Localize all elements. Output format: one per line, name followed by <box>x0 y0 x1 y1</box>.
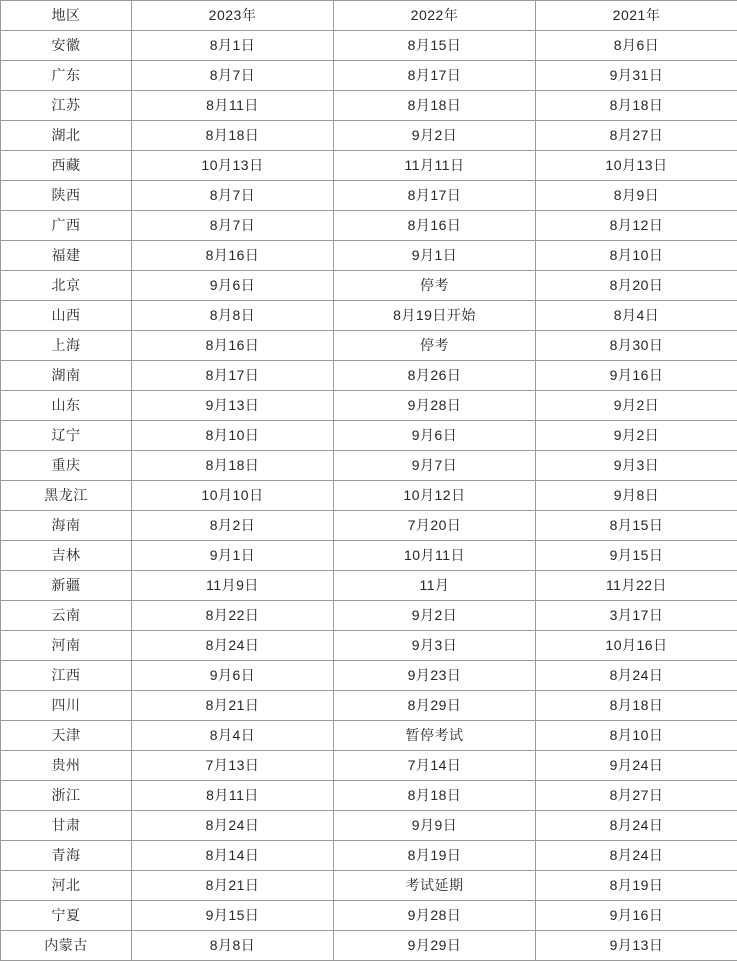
cell-2022: 8月26日 <box>334 361 536 391</box>
cell-2022: 8月18日 <box>334 781 536 811</box>
cell-region: 广西 <box>1 211 132 241</box>
cell-region: 湖南 <box>1 361 132 391</box>
table-row <box>1 901 737 931</box>
cell-2022: 暂停考试 <box>334 721 536 751</box>
cell-region: 湖北 <box>1 121 132 151</box>
cell-2021: 9月16日 <box>536 901 737 931</box>
table-row <box>1 331 737 361</box>
cell-region: 浙江 <box>1 781 132 811</box>
cell-2022: 8月17日 <box>334 61 536 91</box>
cell-2023: 8月10日 <box>132 421 334 451</box>
cell-2021: 8月24日 <box>536 841 737 871</box>
cell-2021: 8月15日 <box>536 511 737 541</box>
cell-2022: 8月19日 <box>334 841 536 871</box>
cell-2021: 9月2日 <box>536 391 737 421</box>
cell-2023: 11月9日 <box>132 571 334 601</box>
cell-2023: 8月8日 <box>132 931 334 961</box>
cell-2021: 8月24日 <box>536 661 737 691</box>
cell-2021: 9月16日 <box>536 361 737 391</box>
cell-2023: 8月14日 <box>132 841 334 871</box>
table-row <box>1 361 737 391</box>
cell-2021: 8月27日 <box>536 121 737 151</box>
cell-2021: 8月10日 <box>536 241 737 271</box>
cell-2023: 8月24日 <box>132 811 334 841</box>
cell-region: 北京 <box>1 271 132 301</box>
cell-2021: 9月3日 <box>536 451 737 481</box>
cell-2022: 9月23日 <box>334 661 536 691</box>
cell-2023: 8月4日 <box>132 721 334 751</box>
cell-region: 甘肃 <box>1 811 132 841</box>
cell-2022: 7月20日 <box>334 511 536 541</box>
cell-2022: 考试延期 <box>334 871 536 901</box>
cell-region: 重庆 <box>1 451 132 481</box>
cell-2021: 8月24日 <box>536 811 737 841</box>
cell-2022: 11月11日 <box>334 151 536 181</box>
cell-2021: 8月10日 <box>536 721 737 751</box>
cell-region: 陕西 <box>1 181 132 211</box>
cell-2022: 9月2日 <box>334 601 536 631</box>
cell-region: 山西 <box>1 301 132 331</box>
table-row <box>1 541 737 571</box>
cell-2021: 9月13日 <box>536 931 737 961</box>
cell-2023: 9月1日 <box>132 541 334 571</box>
cell-2023: 9月13日 <box>132 391 334 421</box>
cell-2022: 8月17日 <box>334 181 536 211</box>
cell-2023: 10月13日 <box>132 151 334 181</box>
cell-2021: 9月31日 <box>536 61 737 91</box>
table-row <box>1 301 737 331</box>
cell-2022: 9月28日 <box>334 391 536 421</box>
cell-2022: 7月14日 <box>334 751 536 781</box>
cell-2022: 8月19日开始 <box>334 301 536 331</box>
cell-region: 河北 <box>1 871 132 901</box>
cell-2023: 8月7日 <box>132 181 334 211</box>
cell-2022: 停考 <box>334 271 536 301</box>
cell-2022: 9月1日 <box>334 241 536 271</box>
cell-2022: 9月29日 <box>334 931 536 961</box>
cell-2023: 8月16日 <box>132 241 334 271</box>
cell-region: 山东 <box>1 391 132 421</box>
table-row <box>1 811 737 841</box>
cell-2022: 9月28日 <box>334 901 536 931</box>
cell-2023: 8月21日 <box>132 691 334 721</box>
cell-2021: 8月9日 <box>536 181 737 211</box>
cell-2022: 8月15日 <box>334 31 536 61</box>
cell-2021: 8月19日 <box>536 871 737 901</box>
column-header-2022: 2022年 <box>334 1 536 31</box>
cell-2021: 11月22日 <box>536 571 737 601</box>
table-row <box>1 721 737 751</box>
cell-region: 江西 <box>1 661 132 691</box>
cell-region: 新疆 <box>1 571 132 601</box>
cell-2021: 8月30日 <box>536 331 737 361</box>
cell-2023: 8月7日 <box>132 61 334 91</box>
table-row <box>1 691 737 721</box>
cell-2022: 8月29日 <box>334 691 536 721</box>
table-row <box>1 211 737 241</box>
table-row <box>1 931 737 961</box>
table-row <box>1 871 737 901</box>
table-row <box>1 451 737 481</box>
cell-2023: 9月6日 <box>132 271 334 301</box>
cell-2021: 8月18日 <box>536 91 737 121</box>
cell-2023: 9月6日 <box>132 661 334 691</box>
table-row <box>1 61 737 91</box>
cell-2021: 3月17日 <box>536 601 737 631</box>
cell-region: 吉林 <box>1 541 132 571</box>
table-row <box>1 421 737 451</box>
table-row <box>1 391 737 421</box>
cell-region: 四川 <box>1 691 132 721</box>
table-row <box>1 511 737 541</box>
table-row <box>1 661 737 691</box>
cell-2021: 8月4日 <box>536 301 737 331</box>
cell-2022: 停考 <box>334 331 536 361</box>
cell-region: 黑龙江 <box>1 481 132 511</box>
column-header-2023: 2023年 <box>132 1 334 31</box>
table-row <box>1 571 737 601</box>
column-header-region: 地区 <box>1 1 132 31</box>
cell-2022: 9月3日 <box>334 631 536 661</box>
cell-region: 河南 <box>1 631 132 661</box>
table-row <box>1 151 737 181</box>
cell-region: 贵州 <box>1 751 132 781</box>
cell-2021: 8月27日 <box>536 781 737 811</box>
table-row <box>1 631 737 661</box>
table-row <box>1 751 737 781</box>
cell-2023: 8月18日 <box>132 121 334 151</box>
cell-2022: 9月6日 <box>334 421 536 451</box>
table-row <box>1 241 737 271</box>
cell-region: 辽宁 <box>1 421 132 451</box>
cell-2021: 8月18日 <box>536 691 737 721</box>
cell-2022: 10月12日 <box>334 481 536 511</box>
cell-2023: 8月21日 <box>132 871 334 901</box>
cell-2021: 9月15日 <box>536 541 737 571</box>
cell-region: 上海 <box>1 331 132 361</box>
cell-region: 西藏 <box>1 151 132 181</box>
table-row <box>1 181 737 211</box>
cell-2022: 11月 <box>334 571 536 601</box>
cell-2021: 8月12日 <box>536 211 737 241</box>
table-row <box>1 481 737 511</box>
table-row <box>1 601 737 631</box>
cell-2021: 9月8日 <box>536 481 737 511</box>
cell-2021: 8月6日 <box>536 31 737 61</box>
cell-region: 安徽 <box>1 31 132 61</box>
table-header-row <box>1 1 737 31</box>
cell-region: 天津 <box>1 721 132 751</box>
cell-2023: 10月10日 <box>132 481 334 511</box>
cell-region: 云南 <box>1 601 132 631</box>
table-body <box>1 1 737 961</box>
cell-region: 宁夏 <box>1 901 132 931</box>
cell-2021: 9月2日 <box>536 421 737 451</box>
cell-2023: 7月13日 <box>132 751 334 781</box>
table-row <box>1 121 737 151</box>
cell-2022: 10月11日 <box>334 541 536 571</box>
cell-2023: 8月2日 <box>132 511 334 541</box>
cell-region: 内蒙古 <box>1 931 132 961</box>
table-row <box>1 91 737 121</box>
cell-2021: 10月16日 <box>536 631 737 661</box>
cell-2023: 8月11日 <box>132 91 334 121</box>
cell-region: 江苏 <box>1 91 132 121</box>
cell-2022: 9月7日 <box>334 451 536 481</box>
cell-2023: 8月8日 <box>132 301 334 331</box>
cell-2023: 8月11日 <box>132 781 334 811</box>
cell-2021: 10月13日 <box>536 151 737 181</box>
cell-2023: 8月16日 <box>132 331 334 361</box>
table-row <box>1 781 737 811</box>
cell-2022: 8月16日 <box>334 211 536 241</box>
cell-2021: 9月24日 <box>536 751 737 781</box>
cell-region: 福建 <box>1 241 132 271</box>
table-row <box>1 841 737 871</box>
cell-2023: 9月15日 <box>132 901 334 931</box>
table-row <box>1 31 737 61</box>
cell-2023: 8月24日 <box>132 631 334 661</box>
cell-2023: 8月22日 <box>132 601 334 631</box>
cell-2022: 9月2日 <box>334 121 536 151</box>
cell-2023: 8月18日 <box>132 451 334 481</box>
cell-2023: 8月17日 <box>132 361 334 391</box>
cell-2022: 9月9日 <box>334 811 536 841</box>
cell-2022: 8月18日 <box>334 91 536 121</box>
column-header-2021: 2021年 <box>536 1 737 31</box>
cell-region: 广东 <box>1 61 132 91</box>
cell-2021: 8月20日 <box>536 271 737 301</box>
table-row <box>1 271 737 301</box>
cell-region: 青海 <box>1 841 132 871</box>
cell-2023: 8月7日 <box>132 211 334 241</box>
cell-region: 海南 <box>1 511 132 541</box>
cell-2023: 8月1日 <box>132 31 334 61</box>
